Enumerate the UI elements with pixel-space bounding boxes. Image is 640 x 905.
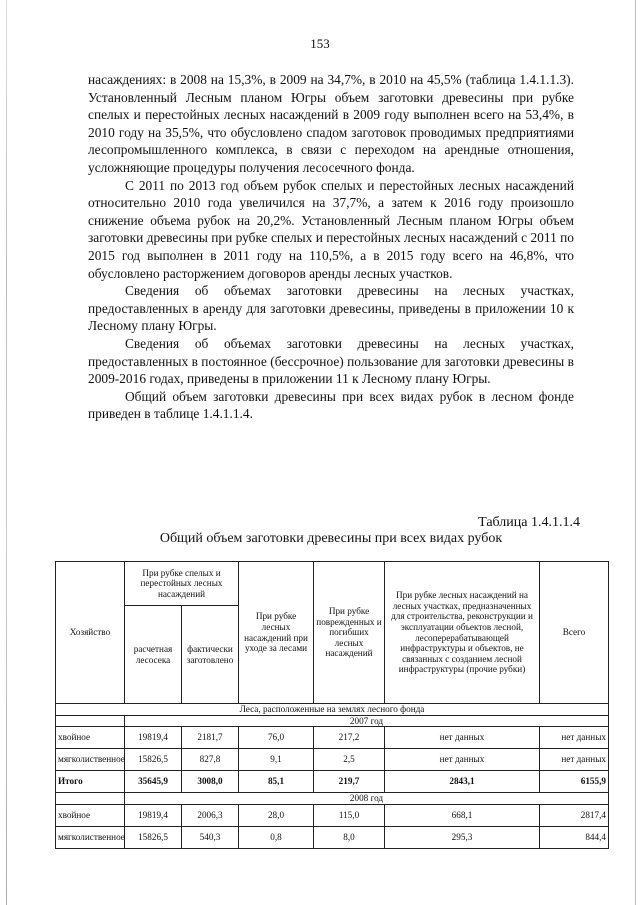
scan-edge-left [6, 0, 7, 905]
paragraph-2: С 2011 по 2013 год объем рубок спелых и перестойных лесных насаждений относительно 2010 года увеличился на 37,7%, а затем к 2016 году произошло снижение объема рубок на 20,2%. Установленный Лесным планом Югры объем заготовки древесины при рубке спелых и перестойных лесных насаждений с 2011 по 2015 год выполнен в 2011 году на 110,5%, а в 2015 году всего на 46,8%, что обусловлено расторжением договоров аренды лесных участков. [88, 177, 574, 281]
cell-farm: хвойное [56, 804, 125, 826]
cell-total: 6155,9 [540, 771, 609, 793]
cell-construction: 295,3 [385, 826, 540, 848]
body-text [88, 71, 574, 423]
cell-farm: хвойное [56, 727, 125, 749]
header-construction: При рубке лесных насаждений на лесных участках, предназначенных для строительства, реконструкции и эксплуатации объектов лесной, лесоперерабатывающей инфраструктуры и объектов, не связанных с созданием лесной инфраструктуры (прочие рубки) [385, 562, 540, 704]
year-blank-cell [56, 793, 125, 805]
table-body [56, 704, 609, 849]
year-row [56, 793, 609, 805]
cell-actual: 827,8 [182, 749, 239, 771]
paragraph-5: Общий объем заготовки древесины при всех видах рубок в лесном фонде приведен в таблице 1.4.1.1.4. [88, 388, 574, 422]
year-row [56, 715, 609, 727]
cell-estimated: 19819,4 [125, 727, 182, 749]
cell-damaged: 2,5 [314, 749, 385, 771]
paragraph-3: Сведения об объемах заготовки древесины на лесных участках, предоставленных в аренду для заготовки древесины, приведены в приложении 10 к Лесному плану Югры. [88, 283, 574, 334]
table-row [56, 749, 609, 771]
table-row [56, 771, 609, 793]
cell-actual: 540,3 [182, 826, 239, 848]
year-blank-cell [56, 715, 125, 727]
cell-total: 2817,4 [540, 804, 609, 826]
cell-total: нет данных [540, 727, 609, 749]
cell-total: нет данных [540, 749, 609, 771]
cell-estimated: 35645,9 [125, 771, 182, 793]
cell-total: 844,4 [540, 826, 609, 848]
section-row [56, 704, 609, 716]
cell-estimated: 15826,5 [125, 749, 182, 771]
scan-edge-right [635, 0, 636, 905]
cell-damaged: 8,0 [314, 826, 385, 848]
table-title: Общий объем заготовки древесины при всех видах рубок [159, 531, 503, 546]
cell-care: 76,0 [239, 727, 314, 749]
paragraph-1: насаждениях: в 2008 на 15,3%, в 2009 на 34,7%, в 2010 на 45,5% (таблица 1.4.1.1.3). Установленный Лесным планом Югры объем заготовки древесины при рубке спелых и перестойных лесных насаждений в 2009 году выполнен всего на 53,4%, в 2010 году на 35,5%, что обусловлено спадом заготовок проводимых предприятиями лесопромышленного комплекса, в связи с переходом на арендные отношения, усложняющие процедуры получения лесосечного фонда. [88, 72, 574, 175]
cell-damaged: 217,2 [314, 727, 385, 749]
table-row [56, 826, 609, 848]
cell-farm: мягколиственное [56, 826, 125, 848]
table-row [56, 727, 609, 749]
cell-actual: 2181,7 [182, 727, 239, 749]
header-mature-group: При рубке спелых и перестойных лесных насаждений [125, 562, 239, 606]
cell-construction: нет данных [385, 749, 540, 771]
section-label: Леса, расположенные на землях лесного фонда [56, 704, 609, 716]
paragraph-4: Сведения об объемах заготовки древесины на лесных участках, предоставленных в постоянное (бессрочное) пользование для заготовки древесины в 2009-2016 годах, приведены в приложении 11 к Лесному плану Югры. [88, 335, 574, 387]
cell-care: 28,0 [239, 804, 314, 826]
cell-care: 0,8 [239, 826, 314, 848]
cell-construction: нет данных [385, 727, 540, 749]
cell-care: 9,1 [239, 749, 314, 771]
cell-care: 85,1 [239, 771, 314, 793]
header-total: Всего [540, 562, 609, 704]
header-damaged: При рубке поврежденных и погибших лесных насаждений [314, 562, 385, 704]
cell-damaged: 115,0 [314, 804, 385, 826]
header-estimated: расчетная лесосека [125, 606, 182, 704]
header-care: При рубке лесных насаждений при уходе за лесами [239, 562, 314, 704]
harvest-table [55, 561, 609, 849]
cell-farm: мягколиственное [56, 749, 125, 771]
cell-construction: 2843,1 [385, 771, 540, 793]
year-label: 2008 год [125, 793, 609, 805]
cell-construction: 668,1 [385, 804, 540, 826]
page-number: 153 [310, 36, 330, 51]
cell-actual: 3008,0 [182, 771, 239, 793]
table-caption: Таблица 1.4.1.1.4 [478, 515, 580, 530]
cell-estimated: 15826,5 [125, 826, 182, 848]
header-actual: фактически заготовлено [182, 606, 239, 704]
year-label: 2007 год [125, 715, 609, 727]
cell-farm: Итого [56, 771, 125, 793]
table-header [56, 562, 609, 704]
cell-estimated: 19819,4 [125, 804, 182, 826]
header-farm: Хозяйство [56, 562, 125, 704]
table-row [56, 804, 609, 826]
cell-actual: 2006,3 [182, 804, 239, 826]
cell-damaged: 219,7 [314, 771, 385, 793]
